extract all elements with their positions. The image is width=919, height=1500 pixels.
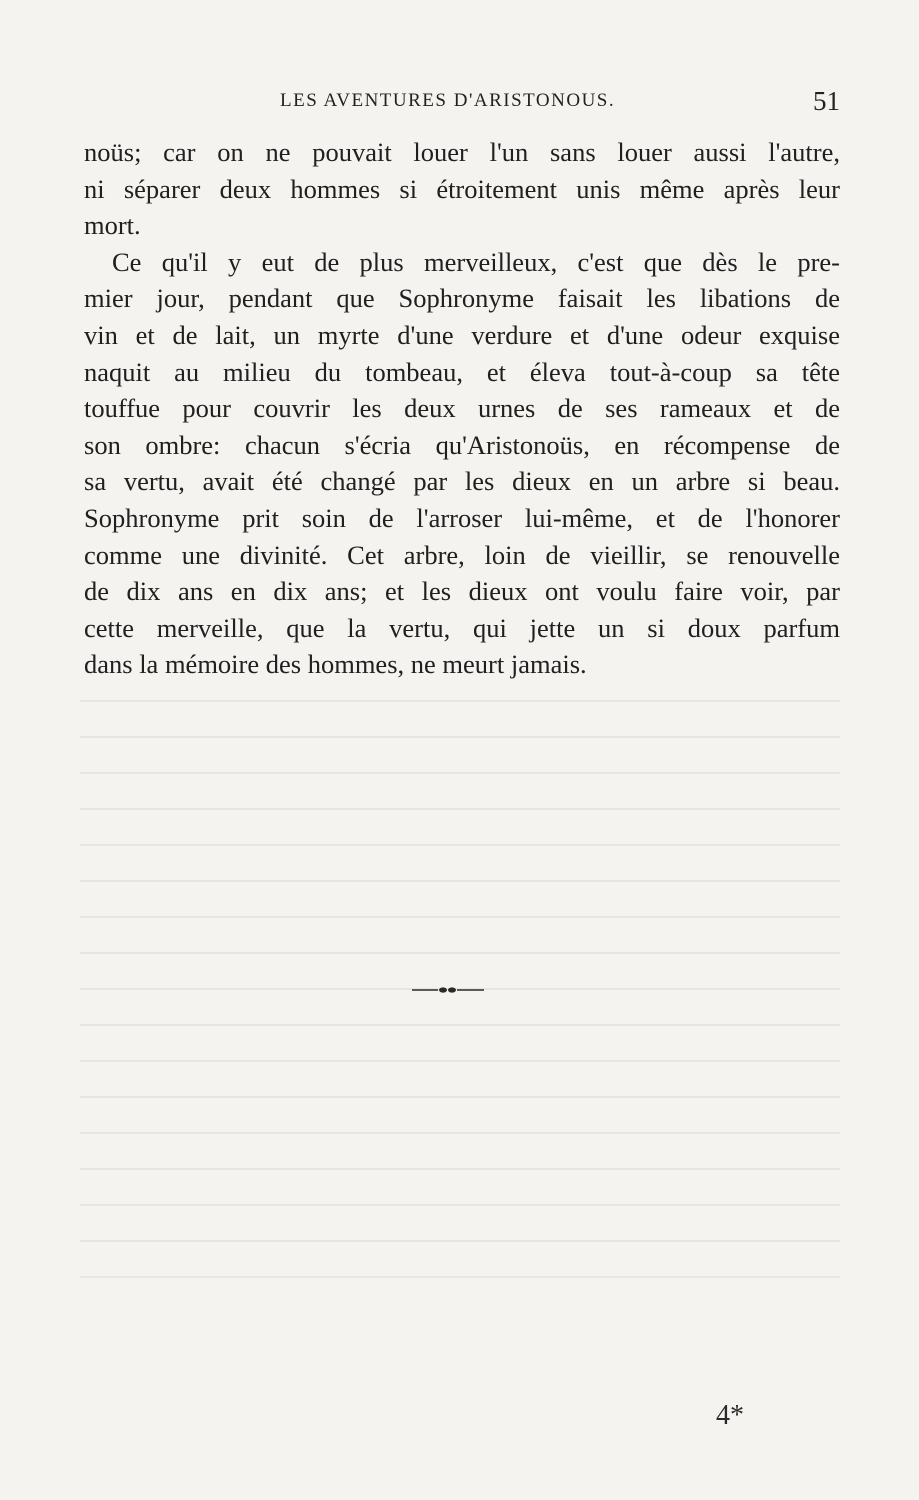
body-text [84, 134, 840, 683]
text-line: de dix ans en dix ans; et les dieux ont voulu faire voir, par [84, 576, 840, 607]
text-line: dans la mémoire des hommes, ne meurt jamais. [84, 649, 587, 680]
text-line: mier jour, pendant que Sophronyme faisait les libations de [84, 283, 840, 314]
text-line: Ce qu'il y eut de plus merveilleux, c'est que dès le pre- [112, 246, 840, 277]
show-through-texture [80, 700, 840, 1340]
text-line: noüs; car on ne pouvait louer l'un sans louer aussi l'autre, [84, 137, 840, 167]
text-line: sa vertu, avait été changé par les dieux en un arbre si beau. [84, 466, 840, 497]
text-line: naquit au milieu du tombeau, et éleva tout-à-coup sa tête [84, 356, 840, 387]
text-line: cette merveille, que la vertu, qui jette un si doux parfum [84, 612, 840, 643]
text-line: Sophronyme prit soin de l'arroser lui-même, et de l'honorer [84, 502, 840, 533]
end-of-chapter-ornament [412, 986, 484, 994]
running-head [84, 88, 840, 118]
page-number: 51 [813, 86, 840, 116]
text-line: son ombre: chacun s'écria qu'Aristonoüs, en récompense de [84, 429, 840, 460]
paragraph-2 [84, 244, 840, 683]
running-title: LES AVENTURES D'ARISTONOUS. [280, 90, 616, 111]
text-line: touffue pour couvrir les deux urnes de ses rameaux et de [84, 393, 840, 424]
text-line: mort. [84, 210, 141, 241]
text-line: vin et de lait, un myrte d'une verdure et d'une odeur exquise [84, 319, 840, 350]
signature-mark: 4* [716, 1400, 744, 1431]
text-line: ni séparer deux hommes si étroitement unis même après leur [84, 173, 840, 204]
text-line: comme une divinité. Cet arbre, loin de vieillir, se renouvelle [84, 539, 840, 570]
paragraph-1 [84, 134, 840, 244]
